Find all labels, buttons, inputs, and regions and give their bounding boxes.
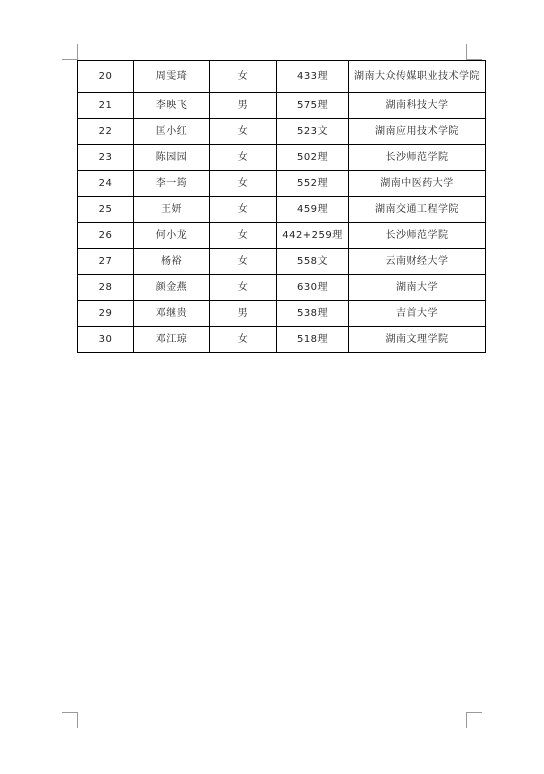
row-number: 23 bbox=[78, 145, 134, 171]
exam-score: 538理 bbox=[277, 301, 349, 327]
admitted-school: 湖南应用技术学院 bbox=[349, 119, 486, 145]
crop-mark-top-right bbox=[466, 44, 482, 60]
student-gender: 女 bbox=[210, 249, 277, 275]
student-name: 陈园园 bbox=[134, 145, 210, 171]
table-row bbox=[78, 301, 486, 327]
admitted-school: 湖南文理学院 bbox=[349, 327, 486, 353]
student-name: 颜金燕 bbox=[134, 275, 210, 301]
table-row bbox=[78, 249, 486, 275]
crop-mark-bottom-left bbox=[62, 712, 78, 728]
student-gender: 女 bbox=[210, 145, 277, 171]
student-name: 李映飞 bbox=[134, 93, 210, 119]
exam-score: 442+259理 bbox=[277, 223, 349, 249]
exam-score: 630理 bbox=[277, 275, 349, 301]
student-gender: 男 bbox=[210, 301, 277, 327]
student-gender: 男 bbox=[210, 93, 277, 119]
row-number: 25 bbox=[78, 197, 134, 223]
student-name: 邓江琼 bbox=[134, 327, 210, 353]
table-row bbox=[78, 119, 486, 145]
row-number: 21 bbox=[78, 93, 134, 119]
admitted-school: 湖南中医药大学 bbox=[349, 171, 486, 197]
row-number: 24 bbox=[78, 171, 134, 197]
row-number: 30 bbox=[78, 327, 134, 353]
student-gender: 女 bbox=[210, 61, 277, 93]
table-row bbox=[78, 197, 486, 223]
exam-score: 502理 bbox=[277, 145, 349, 171]
student-name: 周雯琦 bbox=[134, 61, 210, 93]
admitted-school: 湖南科技大学 bbox=[349, 93, 486, 119]
student-name: 邓继贵 bbox=[134, 301, 210, 327]
admitted-school: 吉首大学 bbox=[349, 301, 486, 327]
table-row bbox=[78, 275, 486, 301]
student-name: 王妍 bbox=[134, 197, 210, 223]
crop-mark-bottom-right bbox=[466, 712, 482, 728]
table-row bbox=[78, 61, 486, 93]
student-gender: 女 bbox=[210, 119, 277, 145]
student-name: 李一筠 bbox=[134, 171, 210, 197]
row-number: 22 bbox=[78, 119, 134, 145]
exam-score: 552理 bbox=[277, 171, 349, 197]
row-number: 27 bbox=[78, 249, 134, 275]
admitted-school: 长沙师范学院 bbox=[349, 223, 486, 249]
student-gender: 女 bbox=[210, 327, 277, 353]
admitted-school: 长沙师范学院 bbox=[349, 145, 486, 171]
student-gender: 女 bbox=[210, 275, 277, 301]
admitted-school: 湖南交通工程学院 bbox=[349, 197, 486, 223]
exam-score: 459理 bbox=[277, 197, 349, 223]
exam-score: 575理 bbox=[277, 93, 349, 119]
table-row bbox=[78, 327, 486, 353]
table-row bbox=[78, 171, 486, 197]
row-number: 29 bbox=[78, 301, 134, 327]
student-name: 匡小红 bbox=[134, 119, 210, 145]
row-number: 26 bbox=[78, 223, 134, 249]
row-number: 20 bbox=[78, 61, 134, 93]
exam-score: 518理 bbox=[277, 327, 349, 353]
student-admission-table bbox=[77, 60, 486, 353]
student-gender: 女 bbox=[210, 223, 277, 249]
exam-score: 523文 bbox=[277, 119, 349, 145]
table-row bbox=[78, 93, 486, 119]
admitted-school: 湖南大学 bbox=[349, 275, 486, 301]
table-row bbox=[78, 145, 486, 171]
row-number: 28 bbox=[78, 275, 134, 301]
exam-score: 558文 bbox=[277, 249, 349, 275]
admitted-school: 湖南大众传媒职业技术学院 bbox=[349, 61, 486, 93]
student-name: 何小龙 bbox=[134, 223, 210, 249]
crop-mark-top-left bbox=[62, 44, 78, 60]
exam-score: 433理 bbox=[277, 61, 349, 93]
student-gender: 女 bbox=[210, 171, 277, 197]
student-name: 杨裕 bbox=[134, 249, 210, 275]
student-gender: 女 bbox=[210, 197, 277, 223]
table-row bbox=[78, 223, 486, 249]
admitted-school: 云南财经大学 bbox=[349, 249, 486, 275]
